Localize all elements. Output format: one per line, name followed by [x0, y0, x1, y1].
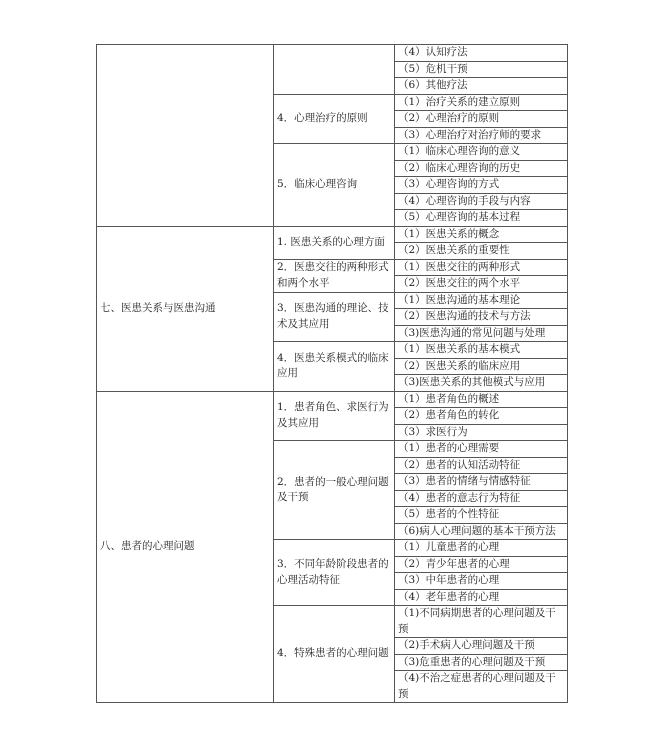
item-cell: （1）患者的心理需要 — [395, 441, 568, 458]
subunit-title: 4．医患关系模式的临床应用 — [274, 342, 395, 392]
item-cell: （2）患者的认知活动特征 — [395, 457, 568, 474]
subunit-title: 5．临床心理咨询 — [274, 144, 395, 227]
unit-title — [97, 45, 274, 227]
item-cell: （2）医患交往的两个水平 — [395, 276, 568, 293]
item-cell: （4）患者的意志行为特征 — [395, 490, 568, 507]
item-cell: （3）求医行为 — [395, 424, 568, 441]
item-cell: （5）危机干预 — [395, 61, 568, 78]
subunit-title — [274, 45, 395, 95]
item-cell: （3）中年患者的心理 — [395, 573, 568, 590]
table-row — [97, 226, 568, 243]
item-cell: （1)不同病期患者的心理问题及干预 — [395, 606, 568, 638]
item-cell: （2）青少年患者的心理 — [395, 556, 568, 573]
subunit-title: 2．患者的一般心理问题及干预 — [274, 441, 395, 540]
syllabus-table — [96, 44, 568, 703]
item-cell: （3)危重患者的心理问题及干预 — [395, 654, 568, 671]
item-cell: （2）心理治疗的原则 — [395, 111, 568, 128]
unit-title: 七、医患关系与医患沟通 — [97, 226, 274, 391]
subunit-title: 1．患者角色、求医行为及其应用 — [274, 391, 395, 441]
table-row — [97, 391, 568, 408]
item-cell: （1）医患关系的概念 — [395, 226, 568, 243]
unit-title: 八、患者的心理问题 — [97, 391, 274, 703]
item-cell: （2）医患沟通的技术与方法 — [395, 309, 568, 326]
subunit-title: 4．心理治疗的原则 — [274, 94, 395, 144]
item-cell: （2）医患关系的重要性 — [395, 243, 568, 260]
item-cell: （1）临床心理咨询的意义 — [395, 144, 568, 161]
item-cell: （3）心理咨询的方式 — [395, 177, 568, 194]
item-cell: （5）心理咨询的基本过程 — [395, 210, 568, 227]
item-cell: （3)医患关系的其他模式与应用 — [395, 375, 568, 392]
item-cell: （1）治疗关系的建立原则 — [395, 94, 568, 111]
subunit-title: 4．特殊患者的心理问题 — [274, 606, 395, 703]
subunit-title: 3．不同年龄阶段患者的心理活动特征 — [274, 540, 395, 606]
item-cell: （6）其他疗法 — [395, 78, 568, 95]
subunit-title: 3．医患沟通的理论、技术及其应用 — [274, 292, 395, 342]
item-cell: （1）医患交往的两种形式 — [395, 259, 568, 276]
subunit-title: 1. 医患关系的心理方面 — [274, 226, 395, 259]
item-cell: （3)医患沟通的常见问题与处理 — [395, 325, 568, 342]
item-cell: （1）医患沟通的基本理论 — [395, 292, 568, 309]
item-cell: （1）儿童患者的心理 — [395, 540, 568, 557]
item-cell: （2)手术病人心理问题及干预 — [395, 638, 568, 655]
item-cell: （4）心理咨询的手段与内容 — [395, 193, 568, 210]
item-cell: （1）医患关系的基本模式 — [395, 342, 568, 359]
item-cell: （4）认知疗法 — [395, 45, 568, 62]
item-cell: （4)不治之症患者的心理问题及干预 — [395, 671, 568, 703]
item-cell: （6)病人心理问题的基本干预方法 — [395, 523, 568, 540]
item-cell: （4）老年患者的心理 — [395, 589, 568, 606]
subunit-title: 2．医患交往的两种形式和两个水平 — [274, 259, 395, 292]
item-cell: （2）医患关系的临床应用 — [395, 358, 568, 375]
item-cell: （3）患者的情绪与情感特征 — [395, 474, 568, 491]
item-cell: （2）患者角色的转化 — [395, 408, 568, 425]
item-cell: （3）心理治疗对治疗师的要求 — [395, 127, 568, 144]
item-cell: （2）临床心理咨询的历史 — [395, 160, 568, 177]
item-cell: （5）患者的个性特征 — [395, 507, 568, 524]
table-row — [97, 45, 568, 62]
item-cell: （1）患者角色的概述 — [395, 391, 568, 408]
